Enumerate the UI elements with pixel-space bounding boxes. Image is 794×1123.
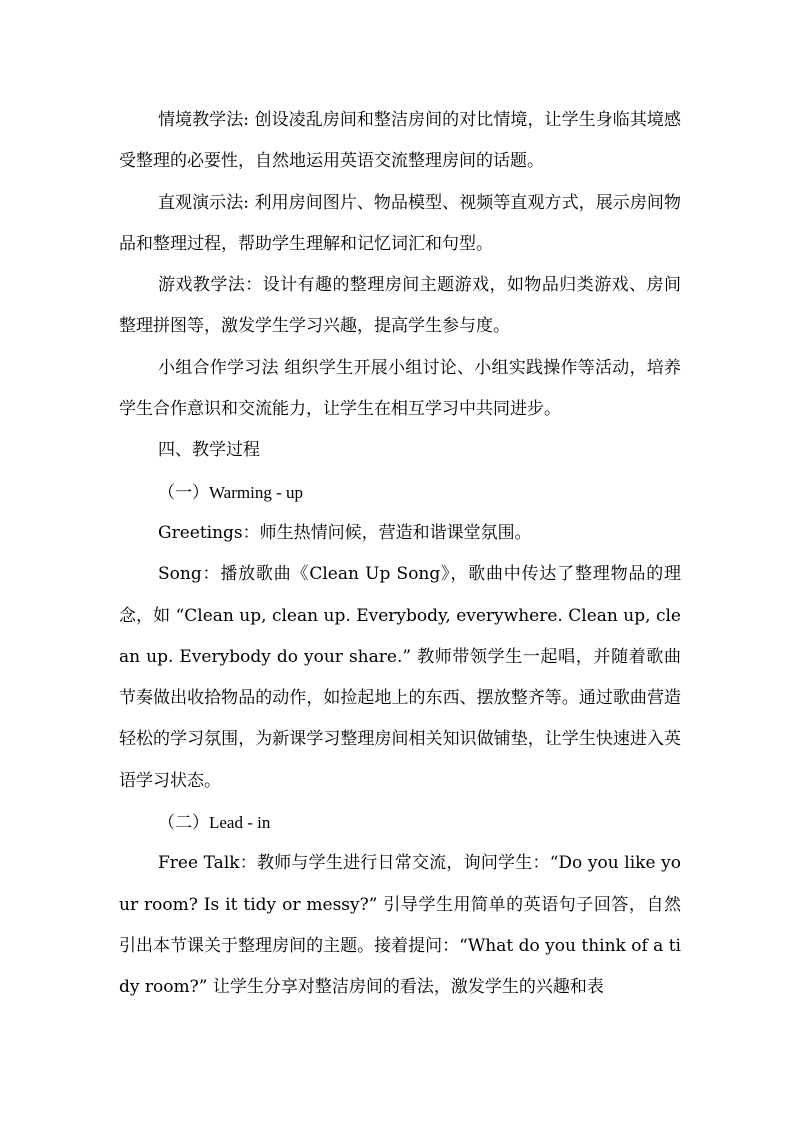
- subheading-warming-up: （一）Warming - up: [158, 482, 303, 502]
- subheading-lead-in: （二）Lead - in: [158, 813, 271, 833]
- paragraph-visual-demonstration: 直观演示法: 利用房间图片、物品模型、视频等直观方式，展示房间物品和整理过程，帮助学生理解和记忆词汇和句型。: [119, 192, 681, 254]
- paragraph-greetings: Greetings：师生热情问候，营造和谐课堂氛围。: [158, 522, 532, 543]
- document-body: [119, 100, 681, 1009]
- paragraph-game-teaching: 游戏教学法：设计有趣的整理房间主题游戏，如物品归类游戏、房间整理拼图等，激发学生学习兴趣，提高学生参与度。: [119, 275, 681, 337]
- paragraph-group-cooperation: 小组合作学习法 组织学生开展小组讨论、小组实践操作等活动，培养学生合作意识和交流能力，让学生在相互学习中共同进步。: [119, 357, 681, 420]
- paragraph-situational-teaching: 情境教学法: 创设凌乱房间和整洁房间的对比情境，让学生身临其境感受整理的必要性，自然地运用英语交流整理房间的话题。: [119, 110, 681, 172]
- paragraph-song: Song：播放歌曲《Clean Up Song》，歌曲中传达了整理物品的理念，如 “Clean up, clean up. Everybody, everywhere. Clean up, clean up. Everybody do your share.” 教师带领学生一起唱，并随着歌曲节奏做出收拾物品的动作，如捡起地上的东西、摆放整齐等。通过歌曲营造轻松的学习氛围，为新课学习整理房间相关知识做铺垫，让学生快速进入英语学习状态。: [119, 564, 681, 791]
- paragraph-free-talk: Free Talk：教师与学生进行日常交流，询问学生：“Do you like your room? Is it tidy or messy?” 引导学生用简单的英语句子回答，自然引出本节课关于整理房间的主题。接着提问：“What do you think of a tidy room?” 让学生分享对整洁房间的看法，激发学生的兴趣和表: [119, 853, 681, 998]
- section-heading-teaching-process: 四、教学过程: [158, 440, 260, 461]
